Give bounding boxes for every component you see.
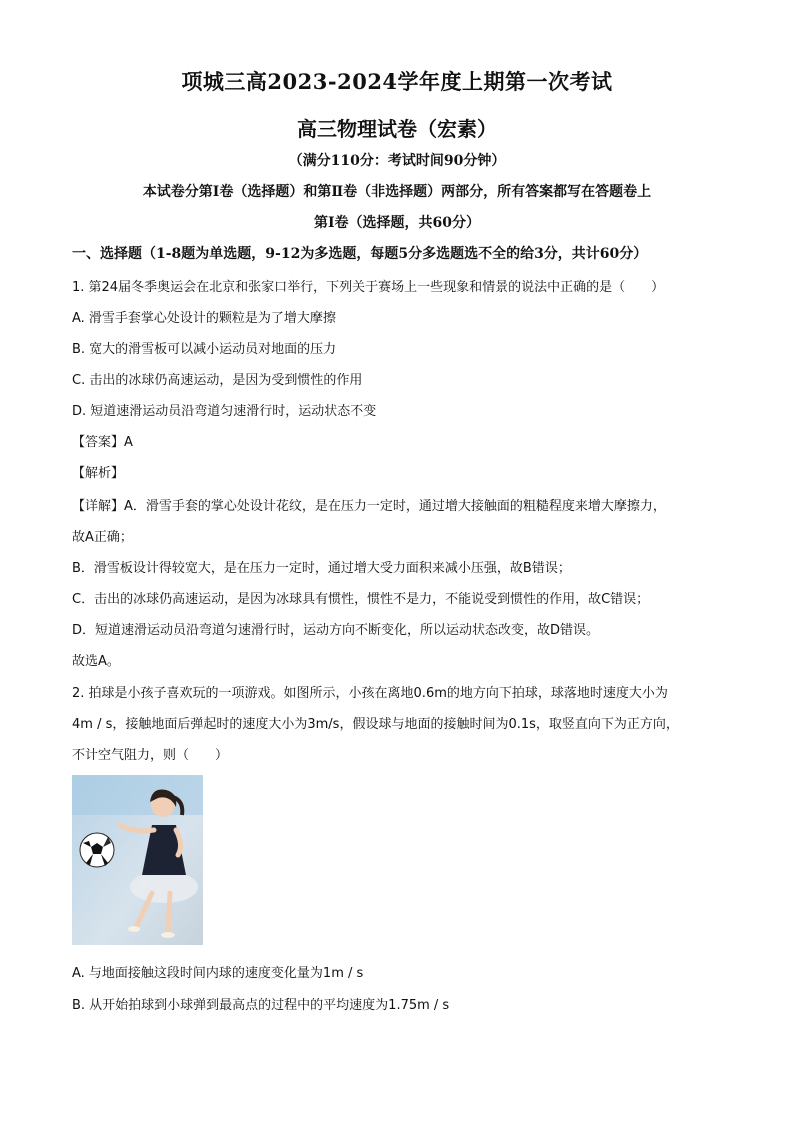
- exam-title: 项城三高2023-2024学年度上期第一次考试: [181, 69, 613, 94]
- q1-detail-line: B．滑雪板设计得较宽大，是在压力一定时，通过增大受力面积来减小压强，故B错误；: [72, 561, 571, 576]
- girl-bouncing-ball-photo: [72, 775, 203, 945]
- q1-conclusion: 故选A。: [72, 654, 120, 669]
- q1-option-c: C. 击出的冰球仍高速运动，是因为受到惯性的作用: [72, 373, 363, 388]
- section-heading: 一、选择题（1-8题为单选题，9-12为多选题，每题5分多选题选不全的给3分，共计60分）: [72, 246, 648, 262]
- q1-option-d: D. 短道速滑运动员沿弯道匀速滑行时，运动状态不变: [72, 404, 377, 419]
- score-info: （满分110分：考试时间90分钟）: [288, 153, 506, 169]
- q2-option-a: A. 与地面接触这段时间内球的速度变化量为1m / s: [72, 966, 364, 981]
- exam-subtitle: 高三物理试卷（宏素）: [297, 117, 497, 141]
- question-1-stem: 1. 第24届冬季奥运会在北京和张家口举行，下列关于赛场上一些现象和情景的说法中正确的是（ ）: [72, 280, 665, 295]
- question-2-stem: 4m / s，接触地面后弹起时的速度大小为3m/s，假设球与地面的接触时间为0.1s，取竖直向下为正方向，: [72, 717, 679, 732]
- q1-analysis-label: 【解析】: [72, 466, 125, 481]
- part-one-heading: 第Ⅰ卷（选择题，共60分）: [313, 215, 481, 231]
- q1-option-a: A. 滑雪手套掌心处设计的颗粒是为了增大摩擦: [72, 311, 336, 326]
- q1-answer: 【答案】A: [72, 435, 133, 450]
- q1-detail-line: D．短道速滑运动员沿弯道匀速滑行时，运动方向不断变化，所以运动状态改变，故D错误。: [72, 623, 600, 638]
- question-2-stem: 不计空气阻力，则（ ）: [72, 748, 229, 763]
- q1-detail-line: 【详解】A．滑雪手套的掌心处设计花纹，是在压力一定时，通过增大接触面的粗糙程度来增大摩擦力，: [72, 499, 666, 514]
- q1-detail-line: C．击出的冰球仍高速运动，是因为冰球具有惯性，惯性不是力，不能说受到惯性的作用，故C错误；: [72, 592, 650, 607]
- q2-option-b: B. 从开始拍球到小球弹到最高点的过程中的平均速度为1.75m / s: [72, 998, 450, 1013]
- q1-option-b: B. 宽大的滑雪板可以减小运动员对地面的压力: [72, 342, 337, 357]
- instructions: 本试卷分第Ⅰ卷（选择题）和第Ⅱ卷（非选择题）两部分，所有答案都写在答题卷上: [142, 184, 652, 200]
- question-2-stem: 2. 拍球是小孩子喜欢玩的一项游戏。如图所示，小孩在离地0.6m的地方向下拍球，球落地时速度大小为: [72, 686, 668, 701]
- q1-detail-line: 故A正确；: [72, 530, 133, 545]
